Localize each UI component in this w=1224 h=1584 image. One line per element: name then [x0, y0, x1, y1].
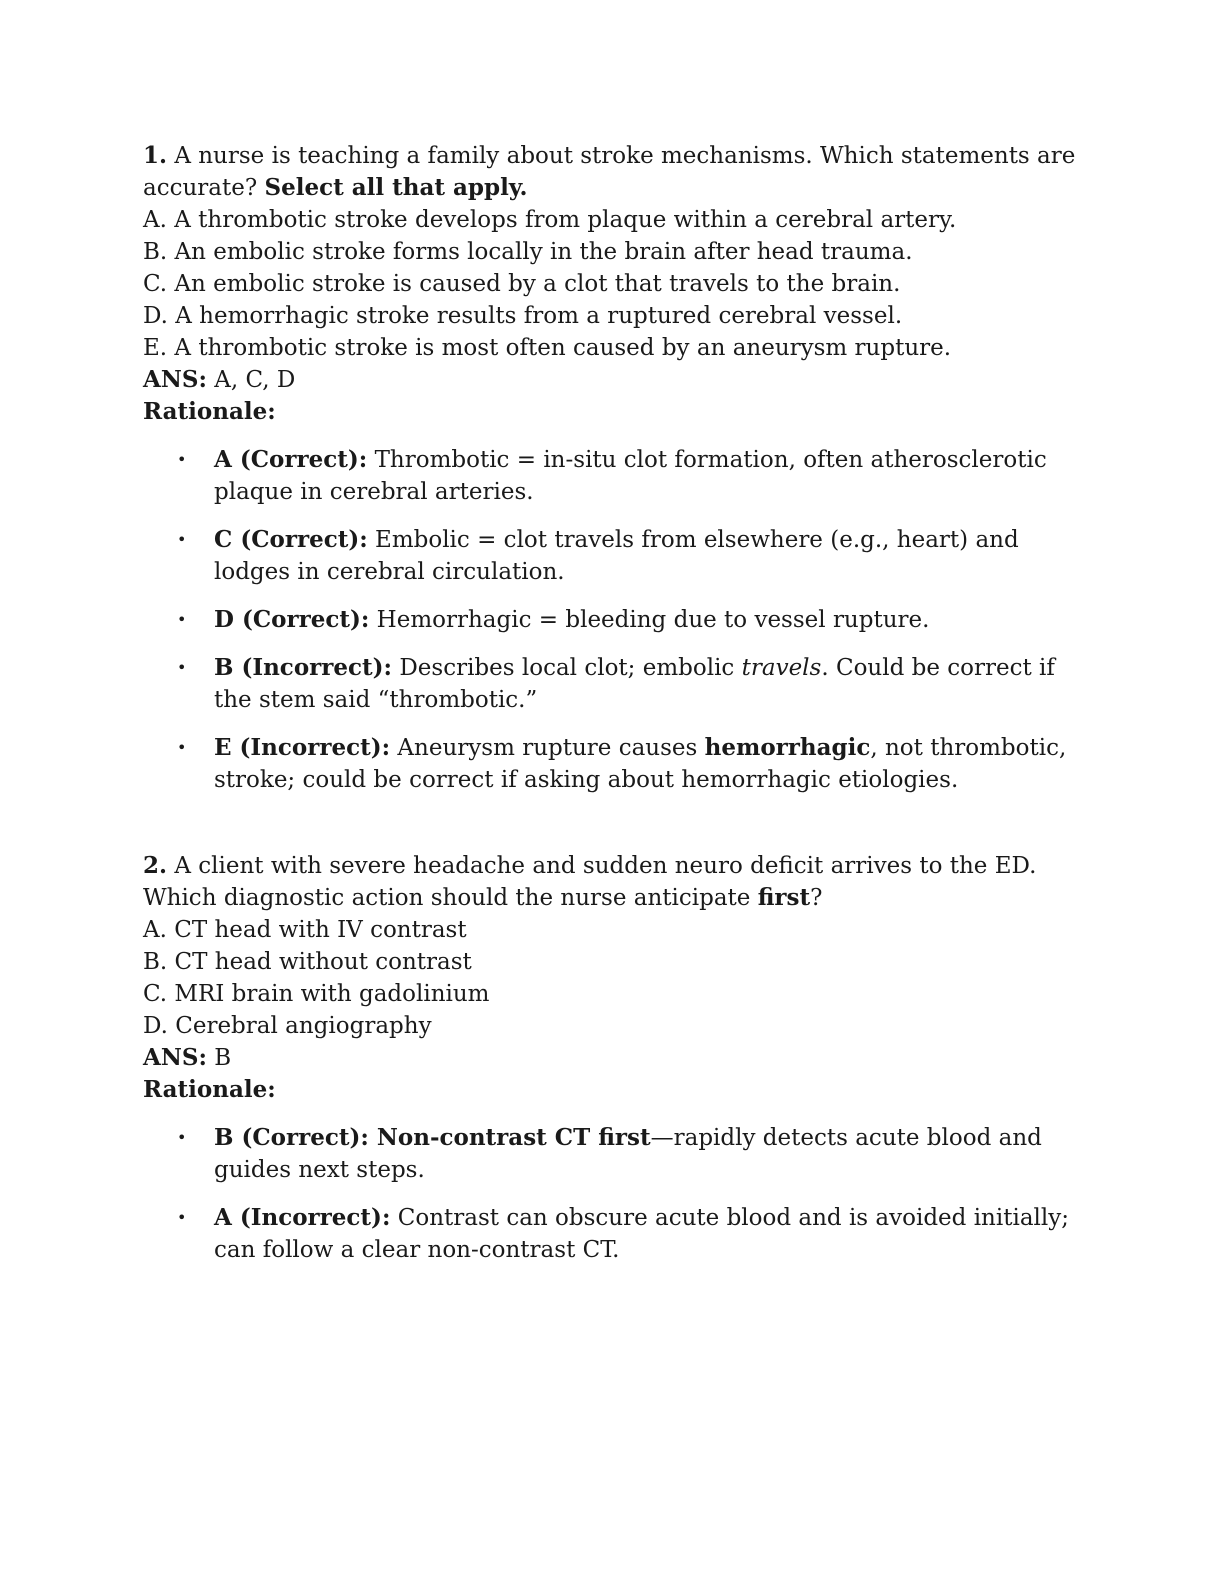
bullet-icon: • [177, 1128, 187, 1147]
option-c: C. MRI brain with gadolinium [143, 981, 490, 1007]
rationale-item [143, 604, 1083, 636]
answer-line [143, 1042, 1083, 1074]
answer-value: B [206, 1045, 232, 1071]
rationale-text: Aneurysm rupture causes [390, 735, 705, 761]
bullet-icon: • [177, 658, 187, 677]
bullet-icon: • [177, 530, 187, 549]
rationale-text: Embolic = clot travels from elsewhere (e.g., heart) and lodges in cerebral circulation. [214, 527, 1019, 585]
question-1 [143, 140, 1083, 796]
stem-text: A client with severe headache and sudden neuro deficit arrives to the ED. Which diagnostic action should the nurse anticipate [143, 853, 1037, 911]
rationale-label: C (Correct): [214, 526, 368, 553]
bullet-icon: • [177, 450, 187, 469]
document-page [143, 140, 1083, 1282]
answer-label: ANS: [143, 1044, 207, 1071]
stem-text: A nurse is teaching a family about stroke mechanisms. Which statements are accurate? [143, 143, 1076, 201]
question-2-stem [143, 850, 1083, 914]
rationale-text: Thrombotic = in-situ clot formation, often atherosclerotic plaque in cerebral arteries. [214, 447, 1047, 505]
rationale-item [143, 652, 1083, 716]
rationale-list [143, 1122, 1083, 1266]
rationale-label: E (Incorrect): [214, 734, 391, 761]
option-d: D. A hemorrhagic stroke results from a ruptured cerebral vessel. [143, 303, 903, 329]
bullet-icon: • [177, 1208, 187, 1227]
rationale-text: Contrast can obscure acute blood and is avoided initially; can follow a clear non-contrast CT. [214, 1205, 1069, 1263]
rationale-emphasis: travels [741, 655, 822, 681]
rationale-label: A (Correct): [214, 446, 368, 473]
rationale-label: B (Incorrect): [214, 654, 393, 681]
rationale-item [143, 732, 1083, 796]
rationale-text: , not thrombotic, stroke; could be correct if asking about hemorrhagic etiologies. [214, 735, 1067, 793]
answer-label: ANS: [143, 366, 207, 393]
rationale-emphasis: hemorrhagic [704, 734, 871, 761]
rationale-text: Describes local clot; embolic [392, 655, 742, 681]
rationale-text: . Could be correct if the stem said “thrombotic.” [214, 655, 1055, 713]
option-d: D. Cerebral angiography [143, 1013, 432, 1039]
stem-text: ? [810, 885, 823, 911]
rationale-list [143, 444, 1083, 796]
rationale-item [143, 524, 1083, 588]
spacer [143, 812, 1083, 850]
rationale-text: —rapidly detects acute blood and guides next steps. [214, 1125, 1042, 1183]
rationale-item [143, 1122, 1083, 1186]
bullet-icon: • [177, 738, 187, 757]
question-number: 1. [143, 142, 168, 169]
rationale-item [143, 444, 1083, 508]
bullet-icon: • [177, 610, 187, 629]
stem-emphasis: Select all that apply. [264, 174, 528, 201]
answer-value: A, C, D [206, 367, 296, 393]
option-a: A. CT head with IV contrast [143, 917, 467, 943]
question-1-stem [143, 140, 1083, 204]
rationale-label: B (Correct): Non-contrast CT first [214, 1124, 651, 1151]
rationale-label: D (Correct): [214, 606, 370, 633]
option-a: A. A thrombotic stroke develops from plaque within a cerebral artery. [143, 207, 957, 233]
option-b: B. An embolic stroke forms locally in the brain after head trauma. [143, 239, 913, 265]
option-c: C. An embolic stroke is caused by a clot that travels to the brain. [143, 271, 901, 297]
rationale-text: Hemorrhagic = bleeding due to vessel rupture. [369, 607, 930, 633]
rationale-item [143, 1202, 1083, 1266]
question-2 [143, 850, 1083, 1266]
rationale-label: A (Incorrect): [214, 1204, 391, 1231]
question-number: 2. [143, 852, 168, 879]
stem-emphasis: first [757, 884, 811, 911]
answer-line [143, 364, 1083, 396]
option-e: E. A thrombotic stroke is most often caused by an aneurysm rupture. [143, 335, 952, 361]
option-b: B. CT head without contrast [143, 949, 472, 975]
rationale-heading: Rationale: [143, 398, 276, 425]
rationale-heading: Rationale: [143, 1076, 276, 1103]
